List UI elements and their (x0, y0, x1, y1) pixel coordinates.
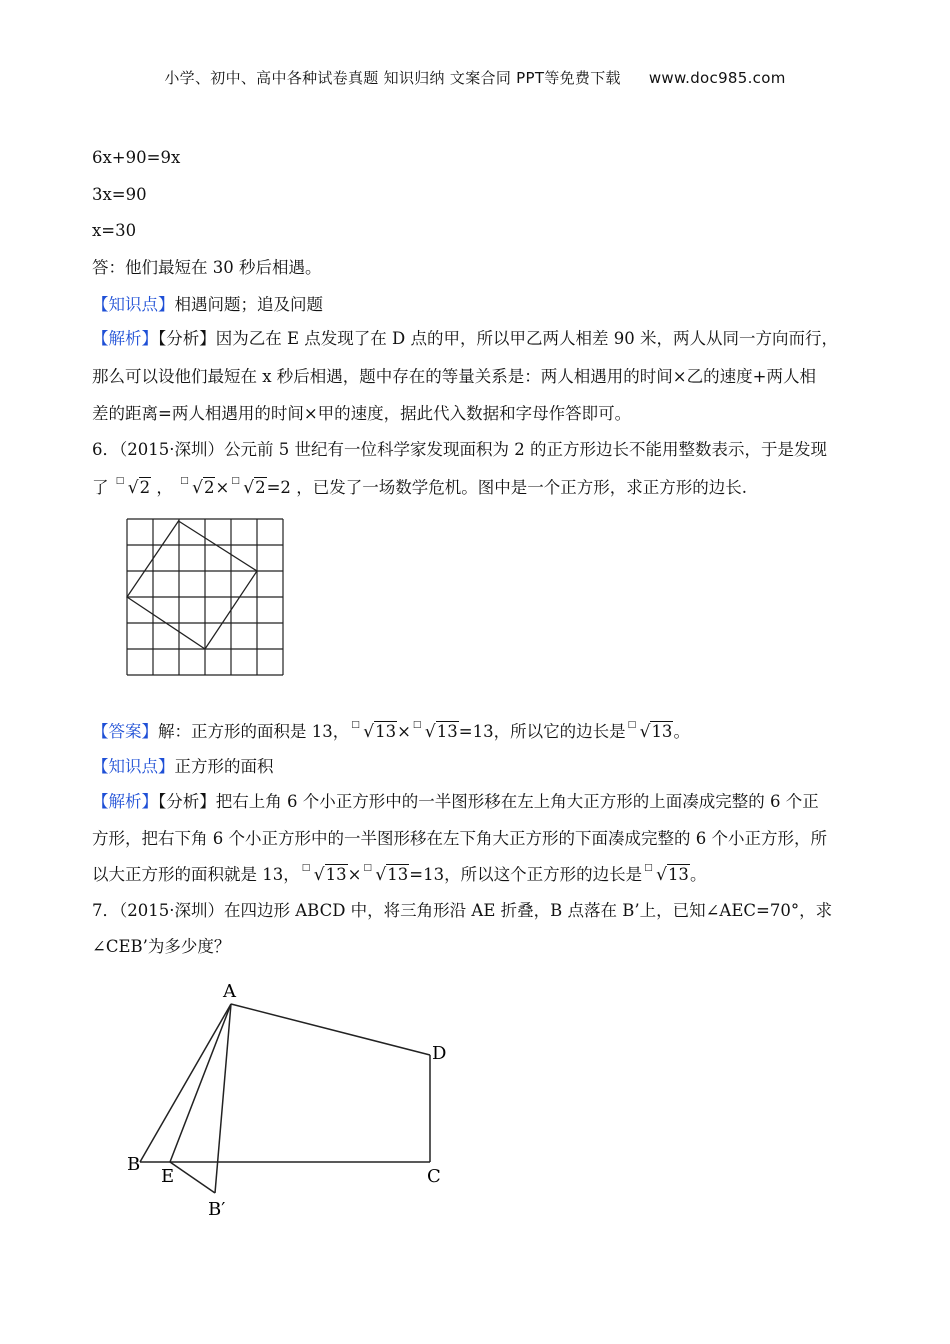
q6-text-a: 了 (92, 478, 109, 497)
radical-13c: □ √13 (627, 720, 673, 742)
answer-text: 答：他们最短在 30 秒后相遇。 (92, 258, 322, 277)
radical-13e: □ √13 (363, 863, 409, 885)
q6-analysis-3: 以大正方形的面积就是 13， □ √13× □ √13=13，所以这个正方形的边长是 □ √13。 (92, 863, 707, 885)
q6-line-1: 6．（2015·深圳）公元前 5 世纪有一位科学家发现面积为 2 的正方形边长不能用整数表示，于是发现 (92, 440, 827, 459)
radical-2a: □ √2 (115, 476, 151, 498)
analysis-line-1 (92, 327, 838, 351)
label-e: E (161, 1166, 175, 1187)
label-b-prime: B′ (208, 1199, 226, 1220)
analysis-text-1: 【分析】因为乙在 E 点发现了在 D 点的甲，所以甲乙两人相差 90 米，两人从同一方向而行， (158, 329, 838, 348)
radical-2c: □ √2 (231, 476, 266, 498)
q6-sep: ， (156, 478, 173, 497)
q6-answer-row: 【答案】解：正方形的面积是 13， □ √13× □ √13=13，所以它的边长是 □ √13。 (92, 720, 690, 742)
page-header (0, 67, 950, 88)
grid-figure (126, 518, 286, 678)
label-a: A (223, 981, 236, 1002)
radical-13a: □ √13 (351, 720, 397, 742)
radical-2b: □ √2 (180, 476, 215, 498)
analysis-line-3: 差的距离=两人相遇用的时间×甲的速度，据此代入数据和字母作答即可。 (92, 404, 632, 423)
analysis-tag: 【解析】 (92, 329, 158, 348)
q7-line-2: ∠CEB’为多少度？ (92, 937, 231, 956)
header-title: 小学、初中、高中各种试卷真题 知识归纳 文案合同 PPT等免费下载 (164, 69, 621, 87)
q6-analysis-2: 方形，把右下角 6 个小正方形中的一半图形移在左下角大正方形的下面凑成完整的 6 个小正方形，所 (92, 829, 827, 848)
q6-line-2: 了 □ √2 ， □ √2× □ √2=2 ，已发了一场数学危机。图中是一个正方形，求正方形的边长. (92, 476, 747, 498)
q6-analysis-1 (92, 790, 819, 814)
radical-13f: □ √13 (644, 863, 689, 885)
label-b: B (127, 1154, 141, 1175)
q6-kp-row (92, 755, 274, 779)
analysis-line-2: 那么可以设他们最短在 x 秒后相遇，题中存在的等量关系是：两人相遇用的时间×乙的速度+两人相 (92, 367, 816, 386)
answer-text-a: 解：正方形的面积是 13， (158, 722, 350, 741)
q7-line-1: 7．（2015·深圳）在四边形 ABCD 中，将三角形沿 AE 折叠，B 点落在 B’上，已知∠AEC=70°，求 (92, 901, 833, 920)
radical-13d: □ √13 (301, 863, 347, 885)
label-d: D (432, 1043, 447, 1064)
answer-text-eq: =13，所以它的边长是 (458, 722, 626, 741)
q6-text-b: ，已发了一场数学危机。图中是一个正方形，求正方形的边长. (296, 478, 747, 497)
radical-13b: □ √13 (412, 720, 458, 742)
equation-2: 3x=90 (92, 185, 147, 204)
answer-tag: 【答案】 (92, 722, 158, 741)
label-c: C (427, 1166, 441, 1187)
tilted-square (127, 521, 257, 649)
knowledge-point-row (92, 293, 323, 317)
q6-analysis-tag: 【解析】 (92, 792, 158, 811)
q6-eq: =2 (266, 478, 291, 497)
header-site: www.doc985.com (648, 69, 786, 87)
equation-1: 6x+90=9x (92, 148, 181, 167)
q6-kp-text: 正方形的面积 (174, 757, 274, 776)
q6-kp-tag: 【知识点】 (92, 757, 175, 776)
knowledge-point-tag: 【知识点】 (92, 295, 175, 314)
equation-3: x=30 (92, 221, 137, 240)
quadrilateral-figure (120, 975, 460, 1225)
knowledge-point-text: 相遇问题；追及问题 (174, 295, 323, 314)
q6-analysis-text-1: 【分析】把右上角 6 个小正方形中的一半图形移在左上角大正方形的上面凑成完整的 6 个正 (158, 792, 819, 811)
